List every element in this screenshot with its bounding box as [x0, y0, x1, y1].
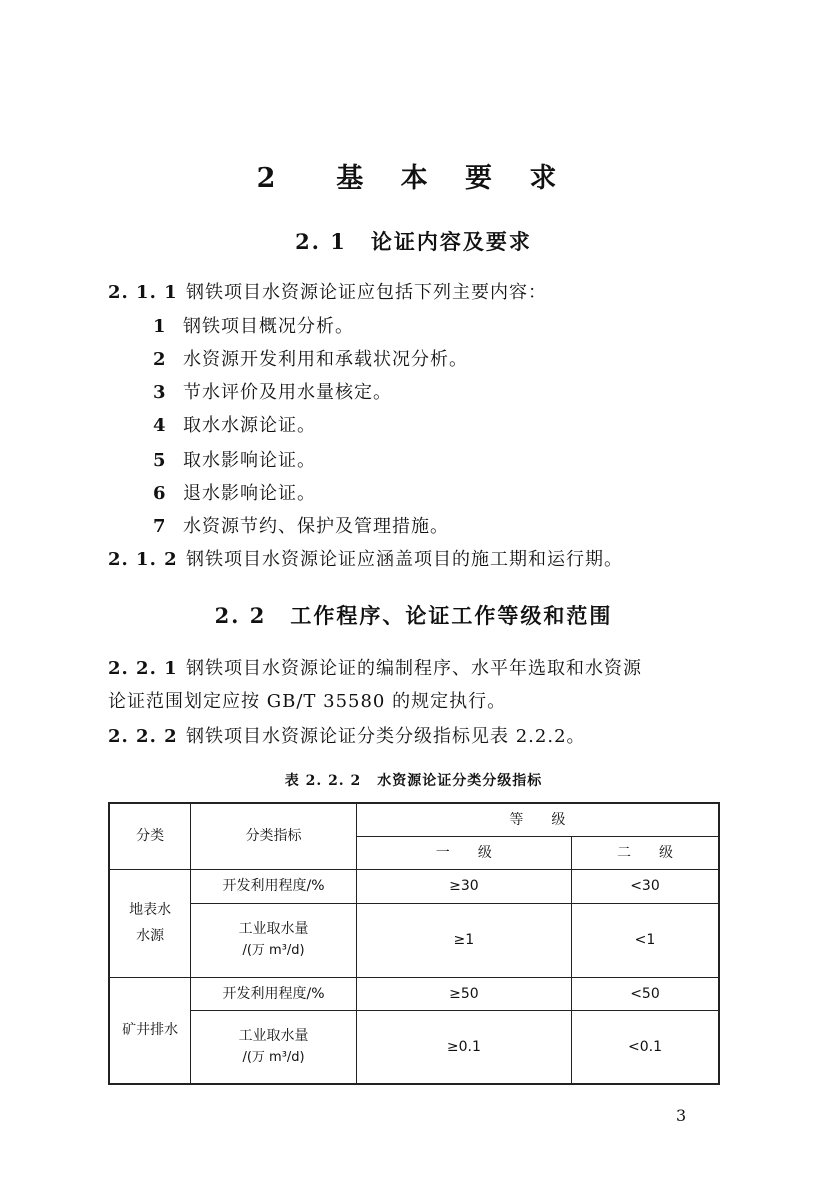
indicator-cell: 开发利用程度/%	[191, 869, 356, 903]
clause-number: 2. 2. 1	[108, 658, 178, 679]
indicator-line1: 工业取水量	[238, 921, 309, 937]
clause-2-2-1-continued	[108, 687, 506, 713]
item-text: 水资源开发利用和承载状况分析。	[183, 349, 468, 370]
grade1-cell: ≥30	[356, 869, 571, 903]
category-cell: 矿井排水	[109, 977, 191, 1084]
grade2-cell: <30	[571, 869, 719, 903]
clause-2-1-2	[108, 545, 623, 571]
item-text: 退水影响论证。	[183, 483, 316, 504]
list-item	[153, 411, 316, 437]
table-caption	[0, 770, 827, 790]
item-text: 钢铁项目概况分析。	[183, 316, 354, 337]
indicator-line1: 工业取水量	[238, 1027, 309, 1044]
section-title: 论证内容及要求	[370, 229, 532, 254]
chapter-title: 基 本 要 求	[336, 163, 571, 194]
header-grade: 等 级	[356, 803, 719, 836]
grade2-cell: <50	[571, 977, 719, 1010]
grade2-cell: <1	[571, 903, 719, 977]
clause-text-line1: 钢铁项目水资源论证的编制程序、水平年选取和水资源	[186, 658, 642, 679]
list-item	[153, 512, 449, 538]
item-text: 取水影响论证。	[183, 450, 316, 471]
grade1-cell: ≥0.1	[356, 1010, 571, 1084]
item-number: 2	[153, 349, 167, 370]
list-item	[153, 312, 354, 338]
table-row	[109, 869, 719, 903]
item-number: 4	[153, 415, 167, 436]
table-caption-number: 表 2. 2. 2	[284, 773, 362, 789]
item-number: 3	[153, 382, 167, 403]
list-item	[153, 479, 316, 505]
item-text: 节水评价及用水量核定。	[183, 382, 392, 403]
section-title: 工作程序、论证工作等级和范围	[290, 603, 613, 628]
clause-text: 钢铁项目水资源论证应涵盖项目的施工期和运行期。	[186, 549, 623, 570]
clause-number: 2. 2. 2	[108, 726, 178, 747]
header-grade-1: 一 级	[356, 836, 571, 869]
clause-text: 钢铁项目水资源论证应包括下列主要内容：	[186, 282, 547, 303]
item-number: 1	[153, 316, 167, 337]
list-item	[153, 446, 316, 472]
clause-number: 2. 1. 1	[108, 282, 178, 303]
indicator-cell: 开发利用程度/%	[191, 977, 356, 1010]
header-indicator: 分类指标	[191, 803, 356, 869]
item-number: 6	[153, 483, 167, 504]
indicator-cell	[191, 1010, 356, 1084]
page-number: 3	[676, 1106, 687, 1125]
grade1-cell: ≥1	[356, 903, 571, 977]
clause-number: 2. 1. 2	[108, 549, 178, 570]
chapter-heading	[0, 156, 827, 195]
table-row	[109, 903, 719, 977]
list-item	[153, 345, 468, 371]
header-category: 分类	[109, 803, 191, 869]
section-heading-2-2	[0, 600, 827, 630]
clause-text-line2: 论证范围划定应按 GB/T 35580 的规定执行。	[108, 691, 507, 712]
category-cell: 地表水水源	[109, 869, 191, 977]
indicator-line2: /(万 m³/d)	[242, 1049, 305, 1065]
section-heading-2-1	[0, 226, 827, 256]
item-number: 7	[153, 516, 167, 537]
list-item	[153, 378, 392, 404]
chapter-number: 2	[256, 163, 290, 194]
indicator-cell	[191, 903, 356, 977]
table-row	[109, 977, 719, 1010]
clause-2-2-2	[108, 722, 586, 748]
header-grade-2: 二 级	[571, 836, 719, 869]
grade1-cell: ≥50	[356, 977, 571, 1010]
item-text: 取水水源论证。	[183, 415, 316, 436]
grade2-cell: <0.1	[571, 1010, 719, 1084]
classification-table	[108, 802, 720, 1085]
table-row	[109, 1010, 719, 1084]
clause-text: 钢铁项目水资源论证分类分级指标见表 2.2.2。	[186, 726, 586, 747]
clause-2-1-1	[108, 278, 547, 304]
indicator-line2: /(万 m³/d)	[242, 943, 305, 958]
section-number: 2. 1	[295, 229, 347, 254]
item-number: 5	[153, 450, 167, 471]
table-caption-title: 水资源论证分类分级指标	[377, 773, 543, 789]
item-text: 水资源节约、保护及管理措施。	[183, 516, 449, 537]
clause-2-2-1	[108, 654, 642, 680]
section-number: 2. 2	[214, 603, 267, 628]
